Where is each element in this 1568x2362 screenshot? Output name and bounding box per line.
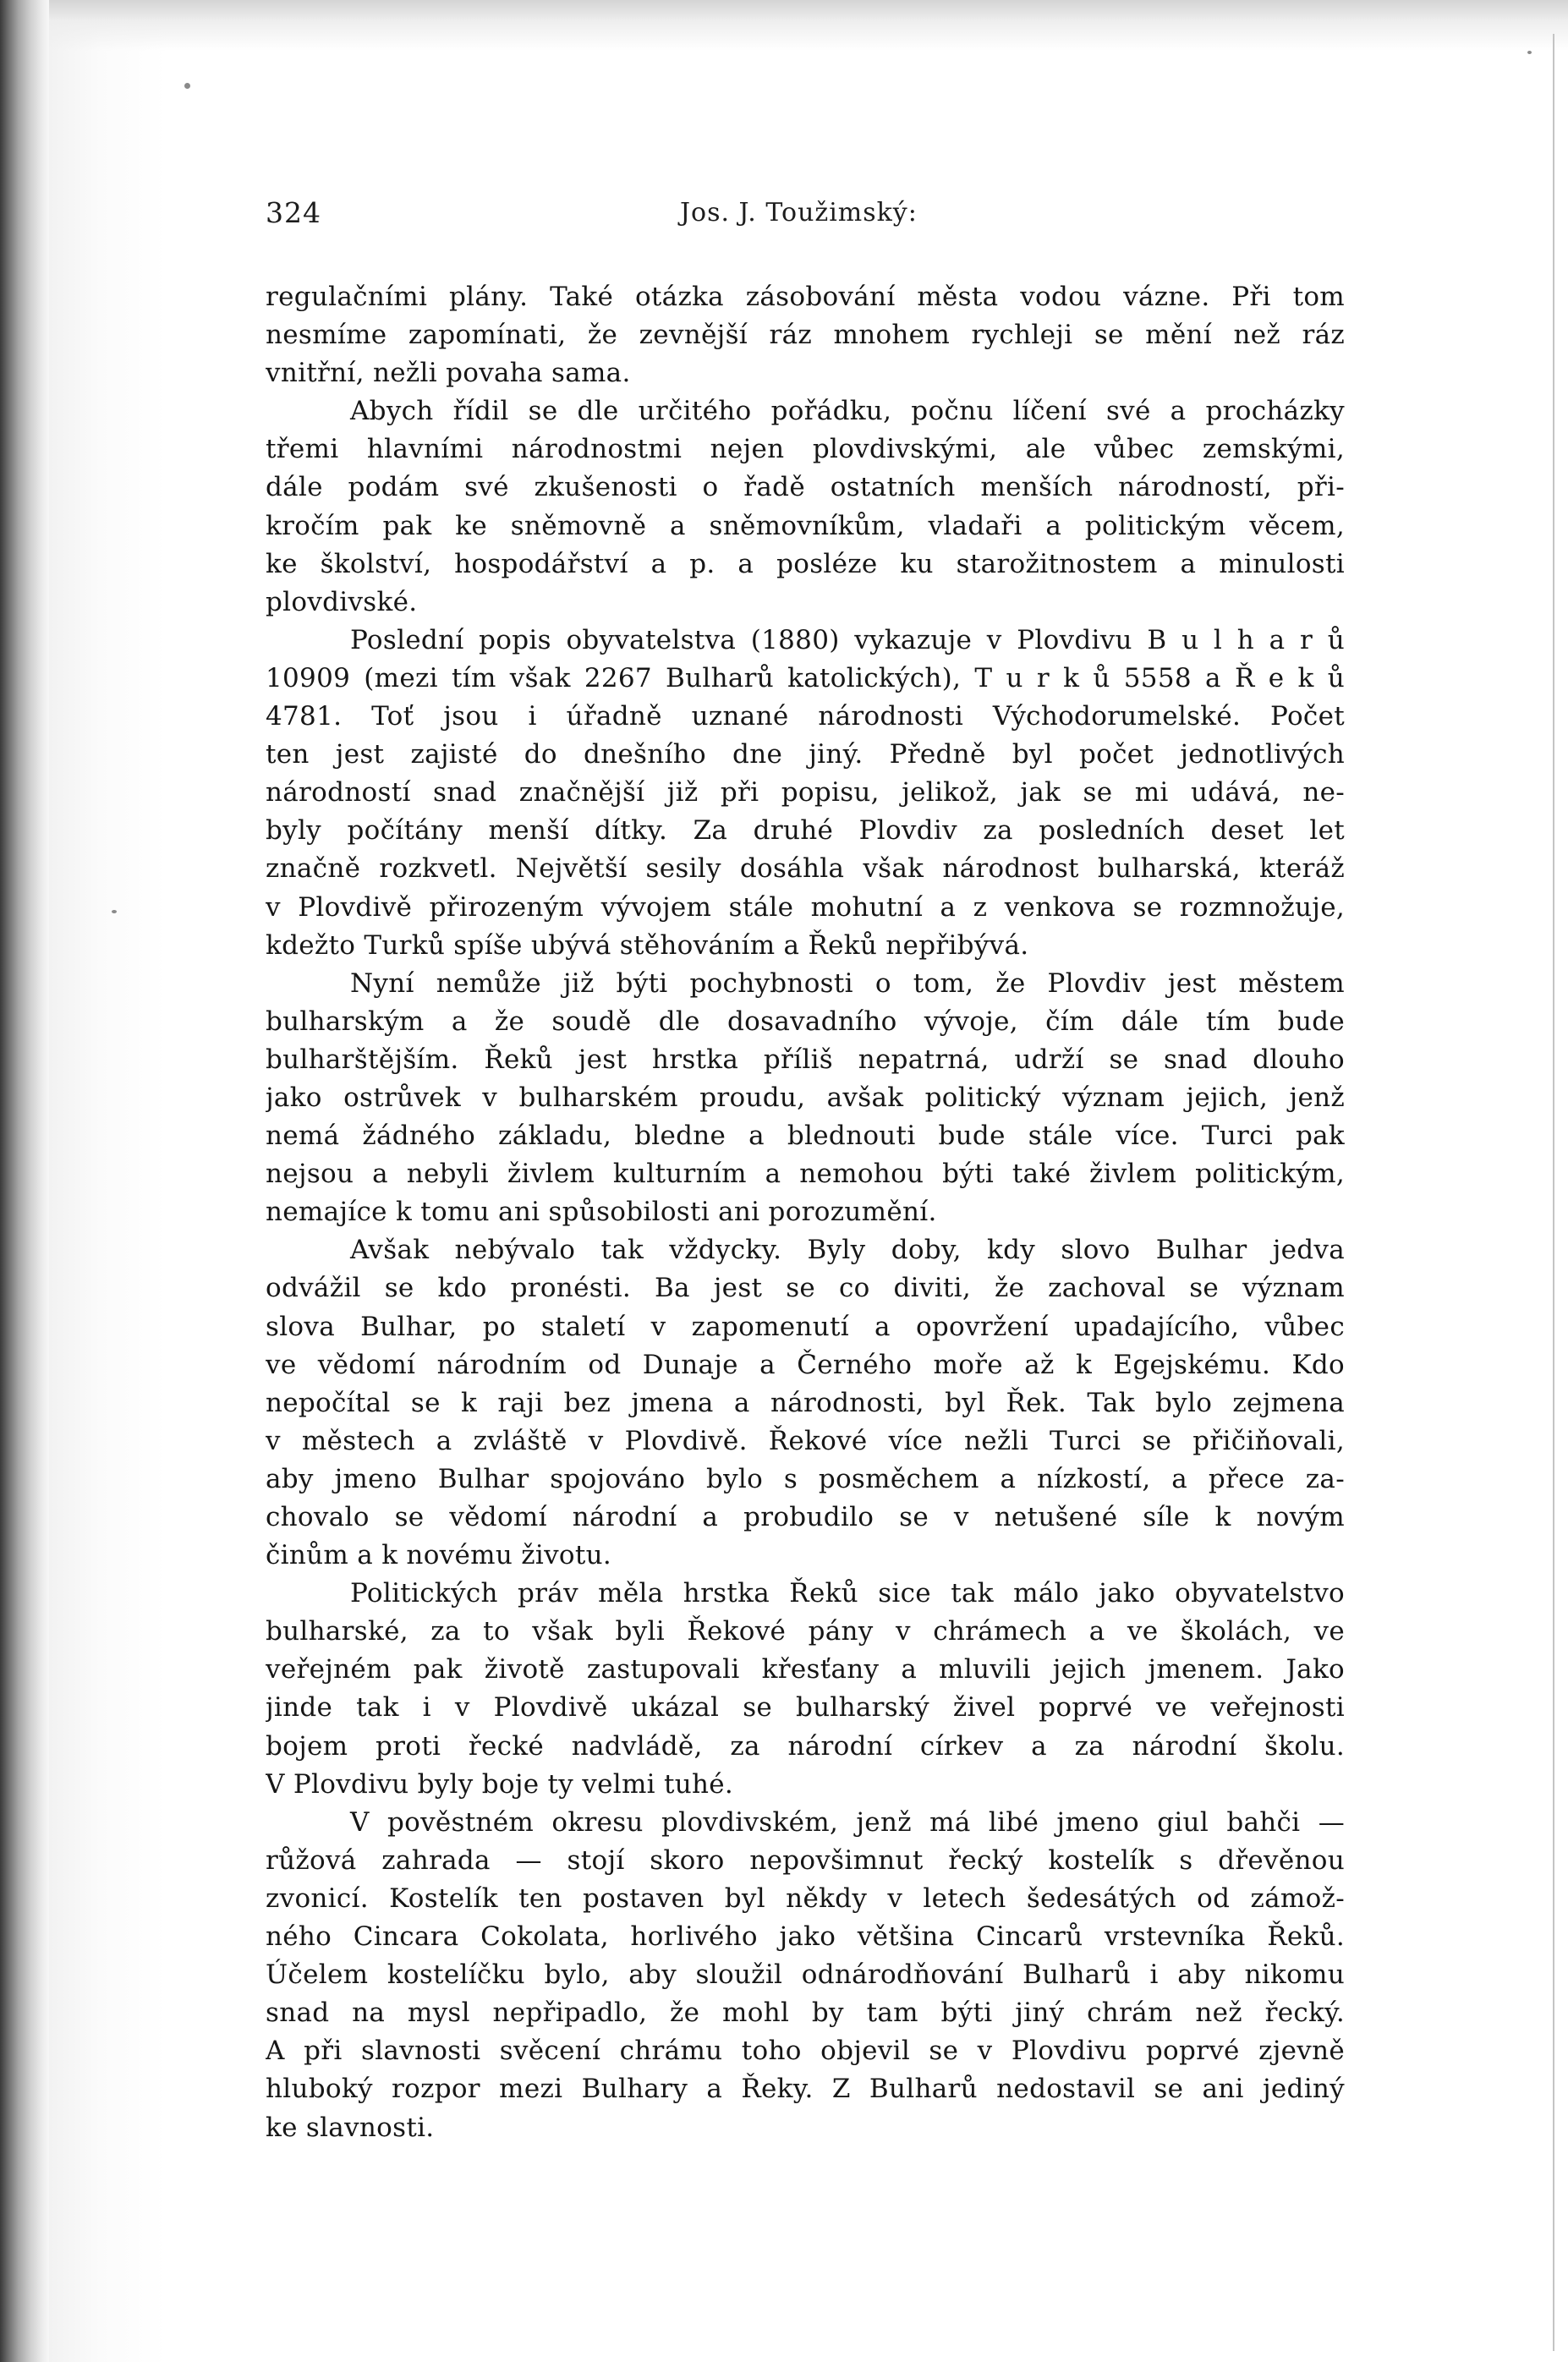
- text-line: národností snad značnější již při popisu, jelikož, jak se mi udává, ne-: [266, 777, 1345, 808]
- page-header: [266, 196, 1324, 235]
- text-line: vnitřní, nežli povaha sama.: [266, 358, 631, 389]
- text-line: činům a k novému životu.: [266, 1540, 612, 1571]
- text-line: aby jmeno Bulhar spojováno bylo s posměchem a nízkostí, a přece za-: [266, 1463, 1345, 1494]
- text-line: Politických práv měla hrstka Řeků sice tak málo jako obyvatelstvo: [350, 1578, 1345, 1609]
- text-line: kdežto Turků spíše ubývá stěhováním a Řeků nepřibývá.: [266, 929, 1029, 961]
- text-line: nesmíme zapomínati, že zevnější ráz mnohem rychleji se mění než ráz: [266, 320, 1345, 351]
- text-line: nepočítal se k raji bez jmena a národnosti, byl Řek. Tak bylo zejmena: [266, 1387, 1345, 1418]
- text-line: jinde tak i v Plovdivě ukázal se bulharský živel poprvé ve veřejnosti: [266, 1692, 1345, 1724]
- text-line: hluboký rozpor mezi Bulhary a Řeky. Z Bulharů nedostavil se ani jediný: [266, 2074, 1345, 2105]
- text-line: třemi hlavními národnostmi nejen plovdivskými, ale vůbec zemskými,: [266, 434, 1345, 465]
- text-line: 4781. Toť jsou i úřadně uznané národnosti Východorumelské. Počet: [266, 701, 1345, 732]
- text-line: A při slavnosti svěcení chrámu toho objevil se v Plovdivu poprvé zjevně: [266, 2036, 1345, 2067]
- text-line: ve vědomí národním od Dunaje a Černého moře až k Egejskému. Kdo: [266, 1349, 1345, 1380]
- text-line: Poslední popis obyvatelstva (1880) vykazuje v Plovdivu B u l h a r ů: [350, 624, 1345, 655]
- text-line: snad na mysl nepřipadlo, že mohl by tam býti jiný chrám než řecký.: [266, 1998, 1345, 2029]
- text-line: bulharštějším. Řeků jest hrstka příliš nepatrná, udrží se snad dlouho: [266, 1044, 1345, 1075]
- text-line: plovdivské.: [266, 586, 418, 617]
- scan-top-shadow: [49, 0, 1568, 51]
- text-line: ten jest zajisté do dnešního dne jiný. Předně byl počet jednotlivých: [266, 739, 1345, 770]
- text-line: bulharským a že soudě dle dosavadního vývoje, čím dále tím bude: [266, 1006, 1345, 1037]
- scan-speck: [112, 910, 117, 913]
- text-line: bulharské, za to však byli Řekové pány v chrámech a ve školách, ve: [266, 1616, 1345, 1647]
- text-line: Abych řídil se dle určitého pořádku, počnu líčení své a procházky: [350, 396, 1345, 427]
- text-line: ke školství, hospodářství a p. a posléze ku starožitnostem a minulosti: [266, 548, 1345, 579]
- text-line: 10909 (mezi tím však 2267 Bulharů katolických), T u r k ů 5558 a Ř e k ů: [266, 662, 1345, 693]
- text-line: odvážil se kdo pronésti. Ba jest se co diviti, že zachoval se význam: [266, 1273, 1345, 1304]
- body-text: [266, 278, 1345, 2147]
- text-line: v Plovdivě přirozeným vývojem stále mohutní a z venkova se rozmnožuje,: [266, 891, 1345, 923]
- page-number: 324: [266, 196, 321, 229]
- text-line: v městech a zvláště v Plovdivě. Řekové více nežli Turci se přičiňovali,: [266, 1425, 1345, 1456]
- text-line: Nyní nemůže již býti pochybnosti o tom, že Plovdiv jest městem: [350, 967, 1345, 999]
- text-line: V pověstném okresu plovdivském, jenž má libé jmeno giul bahči —: [350, 1806, 1345, 1838]
- text-line: nejsou a nebyli živlem kulturním a nemohou býti také živlem politickým,: [266, 1159, 1345, 1190]
- text-line: byly počítány menší dítky. Za druhé Plovdiv za posledních deset let: [266, 815, 1345, 847]
- text-line: chovalo se vědomí národní a probudilo se v netušené síle k novým: [266, 1502, 1345, 1532]
- text-line: značně rozkvetl. Největší sesily dosáhla však národnost bulharská, kteráž: [266, 853, 1345, 885]
- scan-speck: [1527, 51, 1532, 54]
- text-line: bojem proti řecké nadvládě, za národní církev a za národní školu.: [266, 1730, 1345, 1762]
- scan-speck: [184, 83, 190, 89]
- text-line: ke slavnosti.: [266, 2112, 435, 2143]
- scan-binding-shadow: [0, 0, 49, 2362]
- text-line: V Plovdivu byly boje ty velmi tuhé.: [266, 1768, 734, 1800]
- text-line: nemá žádného základu, bledne a blednouti bude stále více. Turci pak: [266, 1121, 1345, 1152]
- text-line: regulačními plány. Také otázka zásobování města vodou vázne. Při tom: [266, 282, 1345, 312]
- text-line: ného Cincara Cokolata, horlivého jako většina Cincarů vrstevníka Řeků.: [266, 1921, 1345, 1953]
- text-line: slova Bulhar, po staletí v zapomenutí a opovržení upadajícího, vůbec: [266, 1311, 1345, 1342]
- text-line: Účelem kostelíčku bylo, aby sloužil odnárodňování Bulharů i aby nikomu: [266, 1959, 1345, 1991]
- text-line: Avšak nebývalo tak vždycky. Byly doby, kdy slovo Bulhar jedva: [350, 1235, 1345, 1266]
- text-line: kročím pak ke sněmovně a sněmovníkům, vladaři a politickým věcem,: [266, 510, 1345, 541]
- text-line: nemajíce k tomu ani spůsobilosti ani porozumění.: [266, 1197, 937, 1228]
- text-line: jako ostrůvek v bulharském proudu, avšak politický význam jejich, jenž: [266, 1082, 1345, 1113]
- running-head: Jos. J. Toužimský:: [680, 198, 918, 227]
- text-line: zvonicí. Kostelík ten postaven byl někdy v letech šedesátých od zámož-: [266, 1882, 1345, 1914]
- text-line: růžová zahrada — stojí skoro nepovšimnut řecký kostelík s dřevěnou: [266, 1844, 1345, 1876]
- text-line: dále podám své zkušenosti o řadě ostatních menších národností, při-: [266, 472, 1345, 503]
- page-edge-line: [1553, 34, 1554, 2351]
- text-line: veřejném pak životě zastupovali křesťany a mluvili jejich jmenem. Jako: [266, 1654, 1345, 1685]
